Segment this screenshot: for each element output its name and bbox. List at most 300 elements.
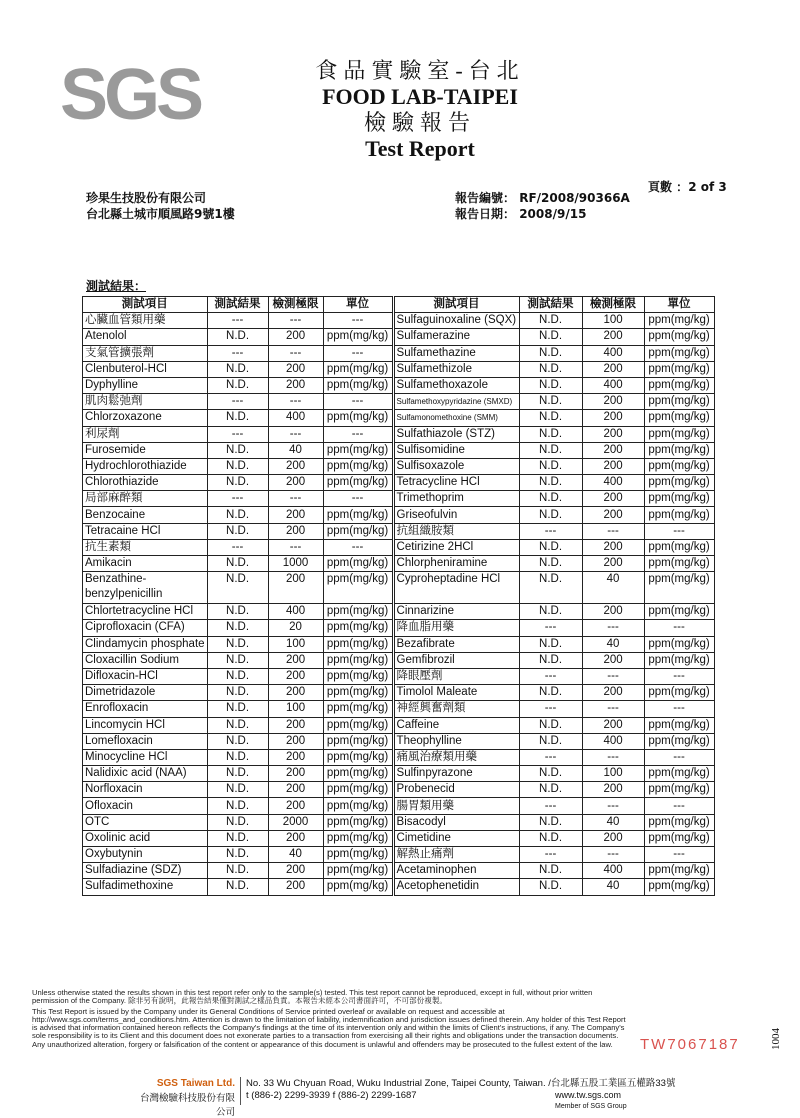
detection-limit-cell: 200 <box>582 491 644 507</box>
test-result-cell: N.D. <box>519 426 582 442</box>
test-item-cell: Clenbuterol-HCl <box>83 361 208 377</box>
table-row <box>83 475 715 491</box>
detection-limit-cell: --- <box>582 798 644 814</box>
unit-cell: ppm(mg/kg) <box>323 604 393 620</box>
detection-limit-cell: --- <box>582 523 644 539</box>
test-result-cell: N.D. <box>519 458 582 474</box>
test-result-cell: N.D. <box>207 458 268 474</box>
disclaimer-paragraph: This Test Report is issued by the Company under its General Conditions of Service printed overleaf or available on request and accessible at http://www.sgs.com/terms_and_conditions.htm. Attention is drawn to the limitation of liability, indemnification and jurisdiction issues defined therein. Any holder of this Test Report is advised that information contained hereon reflects the Company's findings at the time of its intervention only and within the limits of Client's instructions, if any. The Company's sole responsibility is to its Client and this document does not exonerate parties to a transaction from exercising all their rights and obligations under the transaction documents. Any unauthorized alteration, forgery or falsification of the content or appearance of this document is unlawful and offenders may be prosecuted to the fullest extent of the law. <box>32 1006 626 1049</box>
unit-cell: ppm(mg/kg) <box>323 442 393 458</box>
detection-limit-cell: 200 <box>268 863 323 879</box>
unit-cell: ppm(mg/kg) <box>323 814 393 830</box>
table-header-row <box>83 297 715 313</box>
table-row <box>83 749 715 765</box>
detection-limit-cell: 100 <box>582 313 644 329</box>
table-row <box>83 717 715 733</box>
test-result-cell: N.D. <box>519 863 582 879</box>
test-item-cell: Ciprofloxacin (CFA) <box>83 620 208 636</box>
table-row <box>83 782 715 798</box>
detection-limit-cell: 100 <box>268 701 323 717</box>
test-result-cell: N.D. <box>519 442 582 458</box>
test-result-cell: N.D. <box>519 345 582 361</box>
detection-limit-cell: --- <box>268 345 323 361</box>
detection-limit-cell: 200 <box>582 685 644 701</box>
test-item-cell: Clindamycin phosphate <box>83 636 208 652</box>
table-row <box>83 863 715 879</box>
unit-cell: ppm(mg/kg) <box>644 879 714 895</box>
test-result-cell: N.D. <box>519 652 582 668</box>
detection-limit-cell: 200 <box>582 442 644 458</box>
test-item-cell: Bezafibrate <box>393 636 519 652</box>
unit-cell: ppm(mg/kg) <box>323 782 393 798</box>
side-code: 1004 <box>770 1028 782 1050</box>
serial-number: TW7067187 <box>640 1036 740 1053</box>
detection-limit-cell: 40 <box>268 442 323 458</box>
table-row <box>83 604 715 620</box>
detection-limit-cell: 200 <box>582 717 644 733</box>
test-item-cell: Ofloxacin <box>83 798 208 814</box>
page-count <box>648 178 727 195</box>
test-result-cell: N.D. <box>207 556 268 572</box>
unit-cell: ppm(mg/kg) <box>323 749 393 765</box>
test-item-cell: Sulfisoxazole <box>393 458 519 474</box>
test-item-cell: OTC <box>83 814 208 830</box>
unit-cell: ppm(mg/kg) <box>644 652 714 668</box>
unit-cell: --- <box>644 668 714 684</box>
unit-cell: --- <box>323 539 393 555</box>
test-item-cell: Difloxacin-HCl <box>83 668 208 684</box>
test-result-cell: N.D. <box>519 394 582 410</box>
test-result-cell: N.D. <box>207 749 268 765</box>
test-item-cell: Chlortetracycline HCl <box>83 604 208 620</box>
test-item-cell: Chlorpheniramine <box>393 556 519 572</box>
detection-limit-cell: 200 <box>268 782 323 798</box>
col-header: 檢測極限 <box>268 297 323 313</box>
test-result-cell: N.D. <box>207 814 268 830</box>
test-item-cell: 抗生素類 <box>83 539 208 555</box>
test-item-cell: Tetracycline HCl <box>393 475 519 491</box>
table-body <box>83 313 715 895</box>
unit-cell: ppm(mg/kg) <box>644 863 714 879</box>
unit-cell: ppm(mg/kg) <box>644 717 714 733</box>
test-item-cell: Sulfamonomethoxine (SMM) <box>393 410 519 426</box>
disclaimer-paragraph: Unless otherwise stated the results shown in this test report refer only to the sample(s) tested. This test report cannot be reproduced, except in full, without prior written permission of the Company. 除非另有說明，此報告結果僅對測試之樣品負責。本報告未經本公司書面許可，不可部份複製。 <box>32 988 593 1006</box>
table-row <box>83 701 715 717</box>
detection-limit-cell: 40 <box>582 636 644 652</box>
unit-cell: ppm(mg/kg) <box>644 830 714 846</box>
test-result-cell: --- <box>519 620 582 636</box>
test-result-cell: N.D. <box>207 572 268 604</box>
test-result-cell: --- <box>519 798 582 814</box>
unit-cell: ppm(mg/kg) <box>644 782 714 798</box>
page-label: 頁數 ： <box>648 180 689 194</box>
detection-limit-cell: 200 <box>268 717 323 733</box>
col-header: 檢測極限 <box>582 297 644 313</box>
unit-cell: ppm(mg/kg) <box>644 426 714 442</box>
test-result-cell: N.D. <box>519 685 582 701</box>
table-row <box>83 539 715 555</box>
test-item-cell: Hydrochlorothiazide <box>83 458 208 474</box>
results-table <box>82 296 715 896</box>
test-item-cell: Sulfaguinoxaline (SQX) <box>393 313 519 329</box>
table-row <box>83 426 715 442</box>
test-result-cell: N.D. <box>207 685 268 701</box>
detection-limit-cell: 40 <box>582 879 644 895</box>
client-info <box>86 190 235 222</box>
test-result-cell: --- <box>519 668 582 684</box>
test-item-cell: Cinnarizine <box>393 604 519 620</box>
unit-cell: --- <box>323 426 393 442</box>
report-header <box>240 58 600 162</box>
test-result-cell: N.D. <box>207 717 268 733</box>
test-item-cell: Benzocaine <box>83 507 208 523</box>
table-row <box>83 377 715 393</box>
test-item-cell: Sulfamethoxypyridazine (SMXD) <box>393 394 519 410</box>
table-row <box>83 329 715 345</box>
col-header: 單位 <box>644 297 714 313</box>
test-result-cell: N.D. <box>207 652 268 668</box>
test-result-cell: N.D. <box>519 313 582 329</box>
test-result-cell: N.D. <box>207 847 268 863</box>
test-item-cell: Cyproheptadine HCl <box>393 572 519 604</box>
test-item-cell: Sulfamerazine <box>393 329 519 345</box>
detection-limit-cell: 200 <box>582 329 644 345</box>
test-result-cell: N.D. <box>207 523 268 539</box>
section-title: 測試結果： <box>86 279 147 293</box>
unit-cell: --- <box>644 620 714 636</box>
test-result-cell: N.D. <box>207 879 268 895</box>
test-result-cell: N.D. <box>519 361 582 377</box>
detection-limit-cell: 200 <box>582 604 644 620</box>
test-result-cell: N.D. <box>207 766 268 782</box>
detection-limit-cell: 100 <box>582 766 644 782</box>
detection-limit-cell: 200 <box>582 830 644 846</box>
test-item-cell: Trimethoprim <box>393 491 519 507</box>
test-item-cell: Tetracaine HCl <box>83 523 208 539</box>
test-item-cell: Sulfamethoxazole <box>393 377 519 393</box>
test-item-cell: 肌肉鬆弛劑 <box>83 394 208 410</box>
unit-cell: ppm(mg/kg) <box>323 652 393 668</box>
detection-limit-cell: 400 <box>582 733 644 749</box>
col-header: 單位 <box>323 297 393 313</box>
test-result-cell: N.D. <box>519 636 582 652</box>
test-item-cell: Sulfadiazine (SDZ) <box>83 863 208 879</box>
table-row <box>83 361 715 377</box>
test-result-cell: N.D. <box>519 717 582 733</box>
table-row <box>83 685 715 701</box>
unit-cell: --- <box>323 313 393 329</box>
unit-cell: --- <box>644 749 714 765</box>
detection-limit-cell: 200 <box>268 652 323 668</box>
test-item-cell: Minocycline HCl <box>83 749 208 765</box>
test-item-cell: Norfloxacin <box>83 782 208 798</box>
test-item-cell: 降眼壓劑 <box>393 668 519 684</box>
unit-cell: --- <box>323 491 393 507</box>
detection-limit-cell: 200 <box>268 685 323 701</box>
footer-website: www.tw.sgs.com <box>555 1090 622 1100</box>
report-info <box>455 190 630 222</box>
table-row <box>83 766 715 782</box>
table-row <box>83 458 715 474</box>
report-title-zh: 檢驗報告 <box>363 110 476 135</box>
table-row <box>83 830 715 846</box>
test-result-cell: N.D. <box>207 830 268 846</box>
unit-cell: ppm(mg/kg) <box>323 507 393 523</box>
table-row <box>83 572 715 604</box>
detection-limit-cell: 40 <box>582 572 644 604</box>
detection-limit-cell: --- <box>582 847 644 863</box>
detection-limit-cell: 200 <box>268 458 323 474</box>
detection-limit-cell: --- <box>582 749 644 765</box>
detection-limit-cell: 200 <box>268 572 323 604</box>
test-result-cell: N.D. <box>519 604 582 620</box>
unit-cell: ppm(mg/kg) <box>644 556 714 572</box>
test-result-cell: --- <box>207 394 268 410</box>
detection-limit-cell: 400 <box>582 863 644 879</box>
unit-cell: ppm(mg/kg) <box>644 572 714 604</box>
detection-limit-cell: --- <box>268 491 323 507</box>
detection-limit-cell: 2000 <box>268 814 323 830</box>
test-result-cell: --- <box>519 523 582 539</box>
test-item-cell: Bisacodyl <box>393 814 519 830</box>
test-result-cell: --- <box>207 539 268 555</box>
test-result-cell: N.D. <box>519 830 582 846</box>
test-result-cell: N.D. <box>519 814 582 830</box>
test-item-cell: 腸胃類用藥 <box>393 798 519 814</box>
table-row <box>83 313 715 329</box>
test-result-cell: --- <box>207 345 268 361</box>
report-no-label: 報告編號： <box>455 191 516 205</box>
report-date-label: 報告日期： <box>455 207 516 221</box>
test-item-cell: Sulfamethizole <box>393 361 519 377</box>
test-item-cell: Sulfadimethoxine <box>83 879 208 895</box>
unit-cell: ppm(mg/kg) <box>644 636 714 652</box>
unit-cell: ppm(mg/kg) <box>323 377 393 393</box>
table-row <box>83 847 715 863</box>
detection-limit-cell: 200 <box>582 361 644 377</box>
detection-limit-cell: 400 <box>582 377 644 393</box>
detection-limit-cell: 400 <box>268 604 323 620</box>
table-row <box>83 814 715 830</box>
unit-cell: --- <box>323 345 393 361</box>
detection-limit-cell: --- <box>268 394 323 410</box>
table-row <box>83 507 715 523</box>
table-row <box>83 556 715 572</box>
test-result-cell: N.D. <box>207 636 268 652</box>
footer-phone: t (886-2) 2299-3939 f (886-2) 2299-1687 <box>246 1090 417 1101</box>
client-name: 珍果生技股份有限公司 <box>86 191 207 205</box>
unit-cell: --- <box>644 701 714 717</box>
test-result-cell: N.D. <box>207 863 268 879</box>
test-item-cell: Caffeine <box>393 717 519 733</box>
detection-limit-cell: 200 <box>268 879 323 895</box>
test-result-cell: N.D. <box>519 539 582 555</box>
test-result-cell: N.D. <box>519 879 582 895</box>
detection-limit-cell: 20 <box>268 620 323 636</box>
detection-limit-cell: 200 <box>268 475 323 491</box>
test-result-cell: N.D. <box>207 475 268 491</box>
detection-limit-cell: 200 <box>268 798 323 814</box>
test-item-cell: Griseofulvin <box>393 507 519 523</box>
test-item-cell: Chlorothiazide <box>83 475 208 491</box>
unit-cell: ppm(mg/kg) <box>323 863 393 879</box>
test-result-cell: N.D. <box>519 377 582 393</box>
detection-limit-cell: 200 <box>268 523 323 539</box>
report-title-en: Test Report <box>365 136 475 161</box>
lab-name-zh: 食品實驗室-台北 <box>315 58 525 83</box>
detection-limit-cell: 200 <box>268 668 323 684</box>
unit-cell: ppm(mg/kg) <box>644 377 714 393</box>
footer-address: No. 33 Wu Chyuan Road, Wuku Industrial Zone, Taipei County, Taiwan. /台北縣五股工業區五權路33號 <box>246 1078 676 1089</box>
test-result-cell: N.D. <box>519 572 582 604</box>
test-result-cell: N.D. <box>519 766 582 782</box>
test-item-cell: Sulfathiazole (STZ) <box>393 426 519 442</box>
test-item-cell: Nalidixic acid (NAA) <box>83 766 208 782</box>
test-item-cell: Amikacin <box>83 556 208 572</box>
detection-limit-cell: 200 <box>582 652 644 668</box>
unit-cell: ppm(mg/kg) <box>323 798 393 814</box>
unit-cell: ppm(mg/kg) <box>644 442 714 458</box>
unit-cell: ppm(mg/kg) <box>644 539 714 555</box>
test-item-cell: Timolol Maleate <box>393 685 519 701</box>
detection-limit-cell: 200 <box>582 394 644 410</box>
test-result-cell: N.D. <box>207 442 268 458</box>
unit-cell: ppm(mg/kg) <box>323 572 393 604</box>
detection-limit-cell: 200 <box>582 539 644 555</box>
table-row <box>83 652 715 668</box>
unit-cell: ppm(mg/kg) <box>323 361 393 377</box>
unit-cell: --- <box>644 798 714 814</box>
detection-limit-cell: 1000 <box>268 556 323 572</box>
unit-cell: ppm(mg/kg) <box>323 701 393 717</box>
unit-cell: ppm(mg/kg) <box>323 458 393 474</box>
test-item-cell: Cimetidine <box>393 830 519 846</box>
unit-cell: ppm(mg/kg) <box>323 668 393 684</box>
test-item-cell: Cetirizine 2HCl <box>393 539 519 555</box>
col-header: 測試項目 <box>393 297 519 313</box>
test-item-cell: Acetaminophen <box>393 863 519 879</box>
test-result-cell: N.D. <box>207 410 268 426</box>
unit-cell: ppm(mg/kg) <box>323 329 393 345</box>
unit-cell: ppm(mg/kg) <box>323 523 393 539</box>
col-header: 測試結果 <box>519 297 582 313</box>
unit-cell: ppm(mg/kg) <box>323 766 393 782</box>
test-item-cell: 降血脂用藥 <box>393 620 519 636</box>
unit-cell: ppm(mg/kg) <box>323 475 393 491</box>
unit-cell: ppm(mg/kg) <box>644 329 714 345</box>
footer-divider <box>240 1077 241 1105</box>
test-result-cell: N.D. <box>519 475 582 491</box>
detection-limit-cell: 200 <box>582 782 644 798</box>
detection-limit-cell: 200 <box>268 749 323 765</box>
test-item-cell: Probenecid <box>393 782 519 798</box>
unit-cell: ppm(mg/kg) <box>323 879 393 895</box>
test-result-cell: N.D. <box>519 507 582 523</box>
detection-limit-cell: 400 <box>268 410 323 426</box>
test-result-cell: N.D. <box>519 410 582 426</box>
page-value: 2 of 3 <box>688 180 727 194</box>
test-item-cell: Benzathine-benzylpenicillin <box>83 572 208 604</box>
test-item-cell: 痛風治療類用藥 <box>393 749 519 765</box>
table-row <box>83 442 715 458</box>
unit-cell: --- <box>644 847 714 863</box>
table-row <box>83 733 715 749</box>
test-item-cell: Oxybutynin <box>83 847 208 863</box>
detection-limit-cell: --- <box>268 426 323 442</box>
detection-limit-cell: 200 <box>268 733 323 749</box>
unit-cell: ppm(mg/kg) <box>644 604 714 620</box>
test-result-cell: N.D. <box>207 329 268 345</box>
test-result-cell: N.D. <box>207 507 268 523</box>
detection-limit-cell: --- <box>582 620 644 636</box>
detection-limit-cell: 200 <box>268 830 323 846</box>
detection-limit-cell: --- <box>268 539 323 555</box>
table-row <box>83 523 715 539</box>
unit-cell: ppm(mg/kg) <box>323 717 393 733</box>
unit-cell: ppm(mg/kg) <box>644 475 714 491</box>
detection-limit-cell: 200 <box>582 556 644 572</box>
detection-limit-cell: 40 <box>582 814 644 830</box>
test-result-cell: N.D. <box>207 620 268 636</box>
unit-cell: ppm(mg/kg) <box>644 814 714 830</box>
unit-cell: ppm(mg/kg) <box>323 685 393 701</box>
test-item-cell: 支氣管擴張劑 <box>83 345 208 361</box>
test-result-cell: --- <box>207 313 268 329</box>
lab-name-en: FOOD LAB-TAIPEI <box>322 84 518 109</box>
table-row <box>83 668 715 684</box>
footer-company-en: SGS Taiwan Ltd. <box>156 1078 235 1089</box>
test-item-cell: Lomefloxacin <box>83 733 208 749</box>
detection-limit-cell: --- <box>582 701 644 717</box>
table-row <box>83 345 715 361</box>
test-result-cell: --- <box>207 426 268 442</box>
unit-cell: ppm(mg/kg) <box>323 830 393 846</box>
sgs-logo <box>60 55 201 135</box>
detection-limit-cell: 400 <box>582 475 644 491</box>
test-item-cell: Oxolinic acid <box>83 830 208 846</box>
detection-limit-cell: 200 <box>582 426 644 442</box>
test-item-cell: 抗組織胺類 <box>393 523 519 539</box>
unit-cell: ppm(mg/kg) <box>323 620 393 636</box>
test-result-cell: N.D. <box>207 604 268 620</box>
logo-text: SGS <box>60 55 201 135</box>
report-no-value: RF/2008/90366A <box>519 191 630 205</box>
unit-cell: ppm(mg/kg) <box>644 458 714 474</box>
test-item-cell: Dyphylline <box>83 377 208 393</box>
test-result-cell: --- <box>207 491 268 507</box>
test-item-cell: Cloxacillin Sodium <box>83 652 208 668</box>
detection-limit-cell: 200 <box>268 329 323 345</box>
unit-cell: --- <box>644 523 714 539</box>
test-result-cell: N.D. <box>207 733 268 749</box>
footer-company-zh: 台灣檢驗科技股份有限公司 <box>140 1093 236 1118</box>
detection-limit-cell: 400 <box>582 345 644 361</box>
report-date-value: 2008/9/15 <box>519 207 587 221</box>
test-item-cell: Sulfinpyrazone <box>393 766 519 782</box>
test-result-cell: N.D. <box>207 798 268 814</box>
detection-limit-cell: 200 <box>582 507 644 523</box>
table-row <box>83 620 715 636</box>
detection-limit-cell: 200 <box>268 361 323 377</box>
test-item-cell: Furosemide <box>83 442 208 458</box>
table-row <box>83 798 715 814</box>
test-item-cell: Atenolol <box>83 329 208 345</box>
test-result-cell: --- <box>519 701 582 717</box>
detection-limit-cell: 40 <box>268 847 323 863</box>
test-item-cell: Chlorzoxazone <box>83 410 208 426</box>
unit-cell: ppm(mg/kg) <box>323 847 393 863</box>
unit-cell: ppm(mg/kg) <box>323 636 393 652</box>
